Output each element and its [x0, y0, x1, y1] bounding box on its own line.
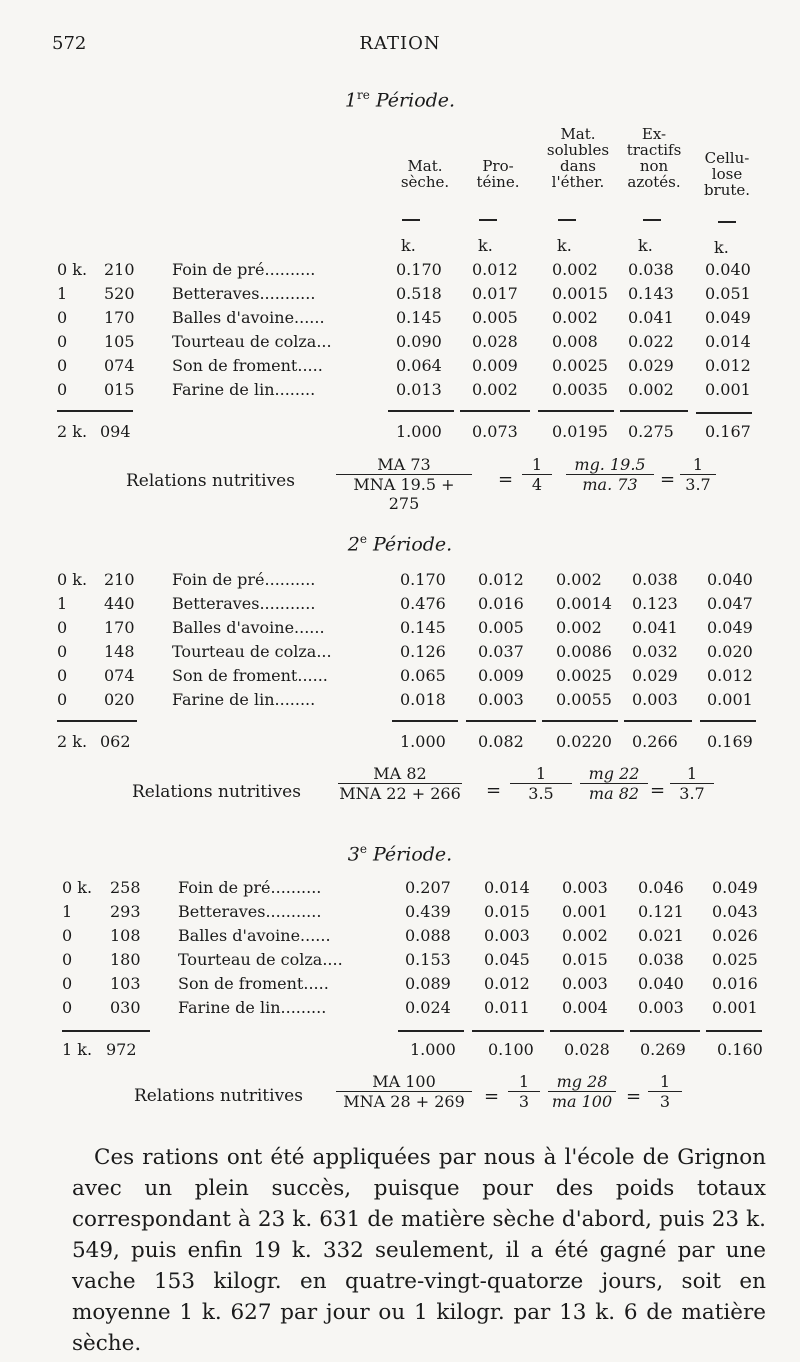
table-row — [0, 618, 800, 642]
header-mat-seche — [392, 158, 458, 190]
qty-g: 170 — [104, 308, 135, 327]
total-mat-seche: 1.000 — [410, 1040, 456, 1059]
fraction-denominator: 3.7 — [685, 475, 711, 494]
fraction-numerator: 1 — [522, 455, 552, 475]
value-mat-ether: 0.008 — [552, 332, 598, 351]
header-line: Mat. — [407, 157, 443, 175]
value-cellulose: 0.012 — [707, 666, 753, 685]
total-cellulose: 0.167 — [705, 422, 751, 441]
table-row — [0, 642, 800, 666]
fraction-numerator: MA 100 — [336, 1072, 472, 1092]
feed-name: Tourteau de colza... — [172, 332, 332, 351]
value-proteine: 0.045 — [484, 950, 530, 969]
header-dash — [558, 219, 576, 221]
value-extractifs: 0.021 — [638, 926, 684, 945]
fraction — [580, 764, 648, 803]
table-row — [0, 332, 800, 356]
total-mat-seche: 1.000 — [400, 732, 446, 751]
total-proteine: 0.100 — [488, 1040, 534, 1059]
sum-rule — [542, 720, 618, 722]
header-extractifs — [618, 126, 690, 190]
period-3-title — [0, 842, 800, 865]
unit-label: k. — [401, 236, 416, 255]
value-proteine: 0.005 — [472, 308, 518, 327]
fraction-numerator: 1 — [680, 455, 716, 475]
fraction-denominator: ma 82 — [588, 784, 640, 803]
value-extractifs: 0.040 — [638, 974, 684, 993]
table-row — [0, 356, 800, 380]
table-row — [0, 284, 800, 308]
feed-name: Tourteau de colza.... — [178, 950, 343, 969]
value-mat-seche: 0.024 — [405, 998, 451, 1017]
header-proteine — [464, 158, 532, 190]
value-mat-ether: 0.002 — [556, 570, 602, 589]
value-mat-seche: 0.145 — [396, 308, 442, 327]
value-mat-seche: 0.145 — [400, 618, 446, 637]
qty-g: 293 — [110, 902, 141, 921]
header-line: l'éther. — [551, 173, 605, 191]
sum-rule — [472, 1030, 544, 1032]
value-cellulose: 0.016 — [712, 974, 758, 993]
qty-kg: 0 — [62, 974, 73, 993]
value-mat-seche: 0.518 — [396, 284, 442, 303]
period-ordinal: re — [356, 88, 370, 102]
feed-name: Foin de pré.......... — [178, 878, 322, 897]
feed-name: Farine de lin........ — [172, 690, 316, 709]
sum-rule — [57, 720, 137, 722]
header-line: non — [639, 157, 669, 175]
value-extractifs: 0.003 — [632, 690, 678, 709]
value-cellulose: 0.020 — [707, 642, 753, 661]
value-proteine: 0.009 — [478, 666, 524, 685]
paragraph-text: Ces rations ont été appliquées par nous à l'école de Grignon avec un plein succès, puisque pour des poids totaux correspondant à 23 k. 631 de matière sèche d'abord, puis 23 k. 549, puis enfin 19 k. 332 seulement, il a été gagné par une vache 153 kilogr. en quatre-vingt-quatorze jours, soit en moyenne 1 k. 627 par jour ou 1 kilogr. par 13 k. 6 de matière sèche. — [72, 1145, 766, 1356]
feed-name: Son de froment..... — [178, 974, 329, 993]
header-line: téine. — [476, 173, 520, 191]
value-proteine: 0.012 — [472, 260, 518, 279]
total-row — [0, 1040, 800, 1064]
table-row — [0, 974, 800, 998]
value-mat-ether: 0.002 — [556, 618, 602, 637]
value-extractifs: 0.121 — [638, 902, 684, 921]
value-extractifs: 0.041 — [632, 618, 678, 637]
value-mat-ether: 0.002 — [552, 308, 598, 327]
value-proteine: 0.015 — [484, 902, 530, 921]
qty-g: 015 — [104, 380, 135, 399]
header-line: brute. — [703, 181, 751, 199]
value-extractifs: 0.003 — [638, 998, 684, 1017]
value-extractifs: 0.029 — [632, 666, 678, 685]
total-row — [0, 732, 800, 756]
total-extractifs: 0.275 — [628, 422, 674, 441]
header-line: Ex- — [641, 125, 667, 143]
qty-g: 020 — [104, 690, 135, 709]
qty-kg: 0 — [62, 998, 73, 1017]
relation-label: Relations nutritives — [126, 471, 295, 491]
value-mat-ether: 0.0025 — [556, 666, 612, 685]
total-cellulose: 0.160 — [717, 1040, 763, 1059]
qty-kg: 1 — [57, 284, 68, 303]
period-number: 2 — [347, 533, 360, 556]
relation-label: Relations nutritives — [132, 782, 301, 802]
value-proteine: 0.017 — [472, 284, 518, 303]
fraction — [522, 455, 552, 494]
header-line: dans — [560, 157, 596, 175]
feed-name: Farine de lin......... — [178, 998, 327, 1017]
feed-name: Balles d'avoine...... — [172, 308, 325, 327]
fraction — [566, 455, 654, 494]
total-kg: 1 k. — [62, 1040, 93, 1059]
sum-rule — [706, 1030, 762, 1032]
unit-label: k. — [557, 236, 572, 255]
total-proteine: 0.073 — [472, 422, 518, 441]
header-line: Cellu- — [704, 149, 750, 167]
fraction — [648, 1072, 682, 1111]
fraction-denominator: 3.7 — [679, 784, 705, 803]
value-mat-seche: 0.170 — [400, 570, 446, 589]
sum-rule — [62, 1030, 150, 1032]
value-mat-seche: 0.126 — [400, 642, 446, 661]
qty-g: 030 — [110, 998, 141, 1017]
qty-g: 074 — [104, 356, 135, 375]
feed-name: Foin de pré.......... — [172, 260, 316, 279]
header-dash — [402, 219, 420, 221]
fraction-denominator: MNA 19.5 + 275 — [353, 475, 455, 513]
fraction-numerator: 1 — [670, 764, 714, 784]
total-cellulose: 0.169 — [707, 732, 753, 751]
value-mat-ether: 0.002 — [562, 926, 608, 945]
nutritive-relation — [0, 764, 800, 824]
fraction-denominator: MNA 22 + 266 — [339, 784, 461, 803]
period-number: 3 — [347, 843, 360, 866]
fraction-denominator: ma. 73 — [582, 475, 638, 494]
value-mat-seche: 0.170 — [396, 260, 442, 279]
unit-label: k. — [638, 236, 653, 255]
qty-g: 440 — [104, 594, 135, 613]
value-extractifs: 0.038 — [632, 570, 678, 589]
value-mat-ether: 0.002 — [552, 260, 598, 279]
sum-rule — [398, 1030, 464, 1032]
value-extractifs: 0.041 — [628, 308, 674, 327]
feed-name: Foin de pré.......... — [172, 570, 316, 589]
nutritive-relation — [0, 1072, 800, 1132]
total-extractifs: 0.269 — [640, 1040, 686, 1059]
feed-name: Betteraves........... — [172, 594, 316, 613]
fraction-numerator: mg 22 — [588, 764, 640, 783]
table-row — [0, 926, 800, 950]
qty-g: 210 — [104, 570, 135, 589]
value-cellulose: 0.001 — [705, 380, 751, 399]
fraction — [670, 764, 714, 803]
fraction — [680, 455, 716, 494]
value-extractifs: 0.022 — [628, 332, 674, 351]
value-mat-seche: 0.013 — [396, 380, 442, 399]
value-mat-ether: 0.003 — [562, 878, 608, 897]
sum-rule — [466, 720, 536, 722]
value-proteine: 0.012 — [484, 974, 530, 993]
header-line: tractifs — [626, 141, 682, 159]
fraction-numerator: 1 — [648, 1072, 682, 1092]
value-extractifs: 0.038 — [638, 950, 684, 969]
feed-name: Betteraves........... — [172, 284, 316, 303]
qty-kg: 0 — [57, 666, 68, 685]
equals-sign: = — [486, 780, 502, 801]
value-extractifs: 0.143 — [628, 284, 674, 303]
table-row — [0, 260, 800, 284]
value-cellulose: 0.025 — [712, 950, 758, 969]
equals-sign: = — [484, 1086, 500, 1107]
period-1-title — [0, 88, 800, 111]
qty-g: 520 — [104, 284, 135, 303]
sum-rule — [630, 1030, 700, 1032]
period-number: 1 — [344, 89, 357, 112]
fraction-denominator: 4 — [531, 475, 543, 494]
total-extractifs: 0.266 — [632, 732, 678, 751]
feed-name: Son de froment..... — [172, 356, 323, 375]
period-label: Période. — [373, 533, 453, 556]
fraction-denominator: ma 100 — [551, 1092, 613, 1111]
value-extractifs: 0.046 — [638, 878, 684, 897]
table-row — [0, 666, 800, 690]
fraction-numerator: mg 28 — [556, 1072, 608, 1091]
value-mat-seche: 0.065 — [400, 666, 446, 685]
equals-sign: = — [626, 1086, 642, 1107]
total-kg: 2 k. — [57, 732, 88, 751]
qty-g: 180 — [110, 950, 141, 969]
fraction-numerator: 1 — [510, 764, 572, 784]
value-extractifs: 0.002 — [628, 380, 674, 399]
value-mat-seche: 0.153 — [405, 950, 451, 969]
value-mat-seche: 0.090 — [396, 332, 442, 351]
value-mat-seche: 0.207 — [405, 878, 451, 897]
qty-kg: 1 — [62, 902, 73, 921]
total-kg: 2 k. — [57, 422, 88, 441]
header-mat-ether — [536, 126, 620, 190]
relation-label: Relations nutritives — [134, 1086, 303, 1106]
value-proteine: 0.003 — [484, 926, 530, 945]
value-cellulose: 0.014 — [705, 332, 751, 351]
qty-kg: 0 — [57, 642, 68, 661]
qty-g: 074 — [104, 666, 135, 685]
value-mat-ether: 0.015 — [562, 950, 608, 969]
qty-g: 103 — [110, 974, 141, 993]
table-row — [0, 902, 800, 926]
equals-sign: = — [660, 469, 676, 490]
value-cellulose: 0.049 — [707, 618, 753, 637]
total-g: 094 — [100, 422, 131, 441]
period-label: Période. — [375, 89, 456, 112]
value-cellulose: 0.051 — [705, 284, 751, 303]
total-mat-ether: 0.0220 — [556, 732, 612, 751]
equals-sign: = — [498, 469, 514, 490]
total-mat-ether: 0.0195 — [552, 422, 608, 441]
total-proteine: 0.082 — [478, 732, 524, 751]
value-extractifs: 0.038 — [628, 260, 674, 279]
qty-g: 210 — [104, 260, 135, 279]
fraction — [508, 1072, 540, 1111]
fraction-numerator: 1 — [508, 1072, 540, 1092]
value-mat-ether: 0.004 — [562, 998, 608, 1017]
value-mat-ether: 0.0086 — [556, 642, 612, 661]
value-proteine: 0.016 — [478, 594, 524, 613]
header-dash — [718, 221, 736, 223]
value-cellulose: 0.040 — [707, 570, 753, 589]
value-cellulose: 0.043 — [712, 902, 758, 921]
qty-kg: 0 — [57, 332, 68, 351]
fraction-numerator: MA 82 — [338, 764, 462, 784]
header-line: Mat. — [560, 125, 596, 143]
fraction-denominator: 3 — [518, 1092, 530, 1111]
value-mat-ether: 0.0015 — [552, 284, 608, 303]
qty-kg: 0 — [57, 618, 68, 637]
value-mat-ether: 0.0025 — [552, 356, 608, 375]
total-g: 062 — [100, 732, 131, 751]
fraction-numerator: MA 73 — [336, 455, 472, 475]
sum-rule — [696, 412, 752, 414]
value-cellulose: 0.026 — [712, 926, 758, 945]
header-line: solubles — [546, 141, 610, 159]
value-mat-ether: 0.0035 — [552, 380, 608, 399]
value-cellulose: 0.001 — [712, 998, 758, 1017]
feed-name: Tourteau de colza... — [172, 642, 332, 661]
qty-kg: 0 k. — [57, 570, 88, 589]
value-cellulose: 0.049 — [712, 878, 758, 897]
value-proteine: 0.014 — [484, 878, 530, 897]
fraction-denominator: 3.5 — [528, 784, 554, 803]
table-row — [0, 594, 800, 618]
qty-kg: 0 k. — [57, 260, 88, 279]
qty-g: 105 — [104, 332, 135, 351]
qty-kg: 0 — [57, 690, 68, 709]
value-proteine: 0.002 — [472, 380, 518, 399]
value-extractifs: 0.029 — [628, 356, 674, 375]
value-proteine: 0.037 — [478, 642, 524, 661]
table-row — [0, 308, 800, 332]
sum-rule — [550, 1030, 624, 1032]
fraction — [510, 764, 572, 803]
qty-g: 258 — [110, 878, 141, 897]
fraction-denominator: 3 — [659, 1092, 671, 1111]
sum-rule — [388, 410, 454, 412]
header-dash — [479, 219, 497, 221]
value-cellulose: 0.040 — [705, 260, 751, 279]
feed-name: Betteraves........... — [178, 902, 322, 921]
value-mat-seche: 0.064 — [396, 356, 442, 375]
period-ordinal: e — [359, 532, 367, 546]
value-mat-seche: 0.439 — [405, 902, 451, 921]
nutritive-relation — [0, 455, 800, 515]
feed-name: Son de froment...... — [172, 666, 328, 685]
total-row — [0, 422, 800, 446]
value-extractifs: 0.032 — [632, 642, 678, 661]
fraction-numerator: mg. 19.5 — [574, 455, 646, 474]
value-mat-seche: 0.089 — [405, 974, 451, 993]
header-cellulose — [694, 150, 760, 198]
fraction-denominator: MNA 28 + 269 — [343, 1092, 465, 1111]
period-2-title — [0, 532, 800, 555]
fraction — [548, 1072, 616, 1111]
fraction — [336, 1072, 472, 1111]
table-row — [0, 950, 800, 974]
header-dash — [643, 219, 661, 221]
value-cellulose: 0.047 — [707, 594, 753, 613]
total-g: 972 — [106, 1040, 137, 1059]
feed-name: Farine de lin........ — [172, 380, 316, 399]
sum-rule — [392, 720, 458, 722]
value-proteine: 0.005 — [478, 618, 524, 637]
value-cellulose: 0.049 — [705, 308, 751, 327]
equals-sign: = — [650, 780, 666, 801]
value-mat-seche: 0.018 — [400, 690, 446, 709]
feed-name: Balles d'avoine...... — [178, 926, 331, 945]
page-number: 572 — [52, 33, 87, 54]
value-extractifs: 0.123 — [632, 594, 678, 613]
value-proteine: 0.028 — [472, 332, 518, 351]
total-mat-seche: 1.000 — [396, 422, 442, 441]
table-row — [0, 380, 800, 404]
value-mat-seche: 0.088 — [405, 926, 451, 945]
fraction — [336, 455, 472, 513]
value-cellulose: 0.001 — [707, 690, 753, 709]
value-mat-ether: 0.0055 — [556, 690, 612, 709]
sum-rule — [700, 720, 756, 722]
value-proteine: 0.012 — [478, 570, 524, 589]
table-row — [0, 570, 800, 594]
feed-name: Balles d'avoine...... — [172, 618, 325, 637]
value-proteine: 0.003 — [478, 690, 524, 709]
qty-g: 170 — [104, 618, 135, 637]
value-cellulose: 0.012 — [705, 356, 751, 375]
value-mat-seche: 0.476 — [400, 594, 446, 613]
qty-kg: 0 — [62, 926, 73, 945]
qty-g: 108 — [110, 926, 141, 945]
qty-kg: 1 — [57, 594, 68, 613]
value-mat-ether: 0.0014 — [556, 594, 612, 613]
value-mat-ether: 0.003 — [562, 974, 608, 993]
qty-kg: 0 — [57, 308, 68, 327]
sum-rule — [460, 410, 530, 412]
qty-kg: 0 — [62, 950, 73, 969]
header-line: sèche. — [400, 173, 450, 191]
qty-kg: 0 — [57, 356, 68, 375]
running-head: RATION — [359, 33, 441, 54]
qty-kg: 0 — [57, 380, 68, 399]
sum-rule — [620, 410, 688, 412]
unit-label: k. — [714, 238, 729, 257]
table-row — [0, 878, 800, 902]
table-row — [0, 690, 800, 714]
qty-kg: 0 k. — [62, 878, 93, 897]
table-row — [0, 998, 800, 1022]
header-line: Pro- — [482, 157, 514, 175]
period-label: Période. — [373, 843, 453, 866]
value-proteine: 0.011 — [484, 998, 530, 1017]
value-mat-ether: 0.001 — [562, 902, 608, 921]
period-ordinal: e — [359, 842, 367, 856]
sum-rule — [624, 720, 692, 722]
header-line: lose — [711, 165, 743, 183]
body-paragraph — [72, 1142, 766, 1359]
qty-g: 148 — [104, 642, 135, 661]
total-mat-ether: 0.028 — [564, 1040, 610, 1059]
unit-label: k. — [478, 236, 493, 255]
fraction — [338, 764, 462, 803]
value-proteine: 0.009 — [472, 356, 518, 375]
sum-rule — [57, 410, 133, 412]
header-line: azotés. — [627, 173, 681, 191]
sum-rule — [538, 410, 614, 412]
